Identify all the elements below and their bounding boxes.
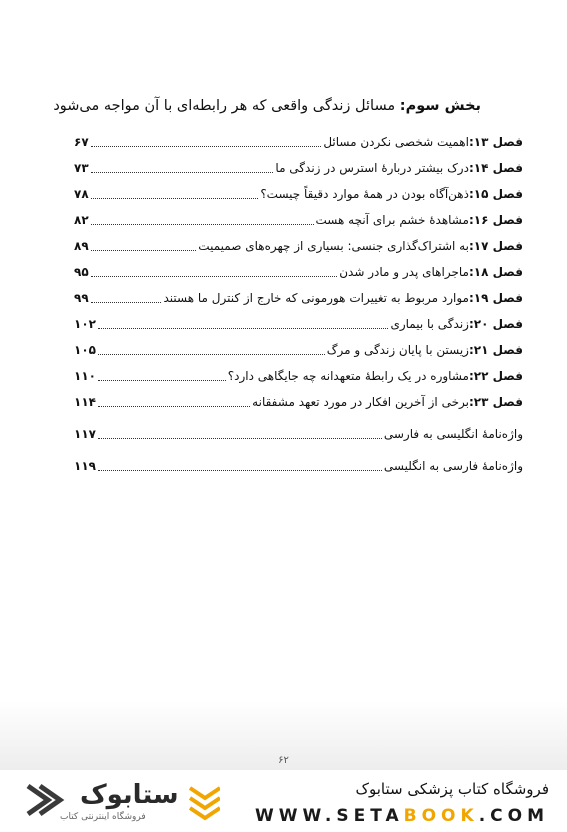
toc-chapter-label: فصل ۲۱: (468, 343, 523, 357)
toc-page-number: ۹۹ (74, 291, 89, 305)
toc-chapter-label: فصل ۱۷: (468, 239, 523, 253)
toc-title: ماجراهای پدر و مادر شدن (339, 265, 469, 279)
store-footer (0, 770, 567, 832)
store-url[interactable] (255, 806, 549, 826)
section-heading (53, 98, 481, 114)
toc-page-number: ۱۰۵ (74, 343, 96, 357)
toc-chapter-label: فصل ۱۳: (468, 135, 523, 149)
toc-row[interactable] (74, 210, 523, 230)
toc-row[interactable] (74, 456, 523, 476)
toc-row[interactable] (74, 288, 523, 308)
toc-leader-dots (91, 171, 274, 173)
toc-page-number: ۱۱۹ (74, 459, 96, 473)
toc-title: زندگی با بیماری (390, 317, 469, 331)
toc-title: واژه‌نامهٔ فارسی به انگلیسی (383, 459, 523, 473)
toc-title: برخی از آخرین افکار در مورد تعهد مشفقانه (252, 395, 469, 409)
toc-leader-dots (91, 223, 314, 225)
toc-title: زیستن با پایان زندگی و مرگ (326, 343, 469, 357)
toc-title: اهمیت شخصی نکردن مسائل (323, 135, 469, 149)
toc-title: به اشتراک‌گذاری جنسی: بسیاری از چهره‌های صمیمیت (198, 239, 469, 253)
toc-leader-dots (91, 301, 162, 303)
toc-leader-dots (98, 469, 382, 471)
toc-row[interactable] (74, 340, 523, 360)
toc-page-number: ۱۱۰ (74, 369, 96, 383)
toc-leader-dots (98, 437, 382, 439)
logo-subtitle: فروشگاه اینترنتی کتاب (60, 812, 146, 822)
section-heading-text: مسائل زندگی واقعی که هر رابطه‌ای با آن مواجه می‌شود (53, 98, 400, 114)
toc-title: مشاوره در یک رابطهٔ متعهدانه چه جایگاهی دارد؟ (227, 369, 469, 383)
toc-page-number: ۷۸ (74, 187, 89, 201)
toc-leader-dots (98, 327, 388, 329)
page-number: ۶۲ (278, 755, 289, 766)
toc-row[interactable] (74, 236, 523, 256)
toc-chapter-label: فصل ۱۸: (468, 265, 523, 279)
logo-text: ستابوک (80, 780, 179, 810)
toc-chapter-label: فصل ۱۹: (468, 291, 523, 305)
toc-row[interactable] (74, 132, 523, 152)
toc-leader-dots (91, 197, 259, 199)
toc-page-number: ۹۵ (74, 265, 89, 279)
store-url-prefix: WWW.SETA (255, 806, 404, 826)
toc-chapter-label: فصل ۲۲: (468, 369, 523, 383)
toc-page-number: ۱۱۷ (74, 427, 96, 441)
toc-row[interactable] (74, 262, 523, 282)
toc-row[interactable] (74, 424, 523, 444)
toc-leader-dots (98, 405, 250, 407)
toc-chapter-label: فصل ۱۵: (468, 187, 523, 201)
toc-leader-dots (91, 145, 322, 147)
toc-page-number: ۸۹ (74, 239, 89, 253)
toc-title: درک بیشتر دربارهٔ استرس در زندگی ما (275, 161, 469, 175)
toc-row[interactable] (74, 184, 523, 204)
toc-page-number: ۶۷ (74, 135, 89, 149)
toc-page-number: ۱۰۲ (74, 317, 96, 331)
toc-row[interactable] (74, 366, 523, 386)
toc-chapter-label: فصل ۱۴: (468, 161, 523, 175)
toc-page-number: ۷۳ (74, 161, 89, 175)
toc-chapter-label: فصل ۱۶: (468, 213, 523, 227)
toc-leader-dots (98, 379, 226, 381)
toc-page-number: ۱۱۴ (74, 395, 96, 409)
toc-title: واژه‌نامهٔ انگلیسی به فارسی (383, 427, 523, 441)
toc-chapter-label: فصل ۲۳: (468, 395, 523, 409)
toc-page-number: ۸۲ (74, 213, 89, 227)
toc-leader-dots (91, 249, 197, 251)
toc-row[interactable] (74, 158, 523, 178)
toc-row[interactable] (74, 392, 523, 412)
section-heading-bold: بخش سوم: (399, 98, 481, 114)
toc-leader-dots (91, 275, 338, 277)
toc-title: موارد مربوط به تغییرات هورمونی که خارج از کنترل ما هستند (163, 291, 469, 305)
toc-chapter-label: فصل ۲۰: (468, 317, 523, 331)
store-logo (20, 778, 220, 828)
toc-title: ذهن‌آگاه بودن در همهٔ موارد دقیقاً چیست؟ (260, 187, 469, 201)
toc-title: مشاهدهٔ خشم برای آنچه هست (315, 213, 469, 227)
store-url-highlight: BOOK (403, 806, 479, 826)
store-url-suffix: .COM (478, 806, 549, 826)
toc-row[interactable] (74, 314, 523, 334)
toc-leader-dots (98, 353, 325, 355)
store-name: فروشگاه کتاب پزشکی ستابوک (355, 780, 549, 798)
